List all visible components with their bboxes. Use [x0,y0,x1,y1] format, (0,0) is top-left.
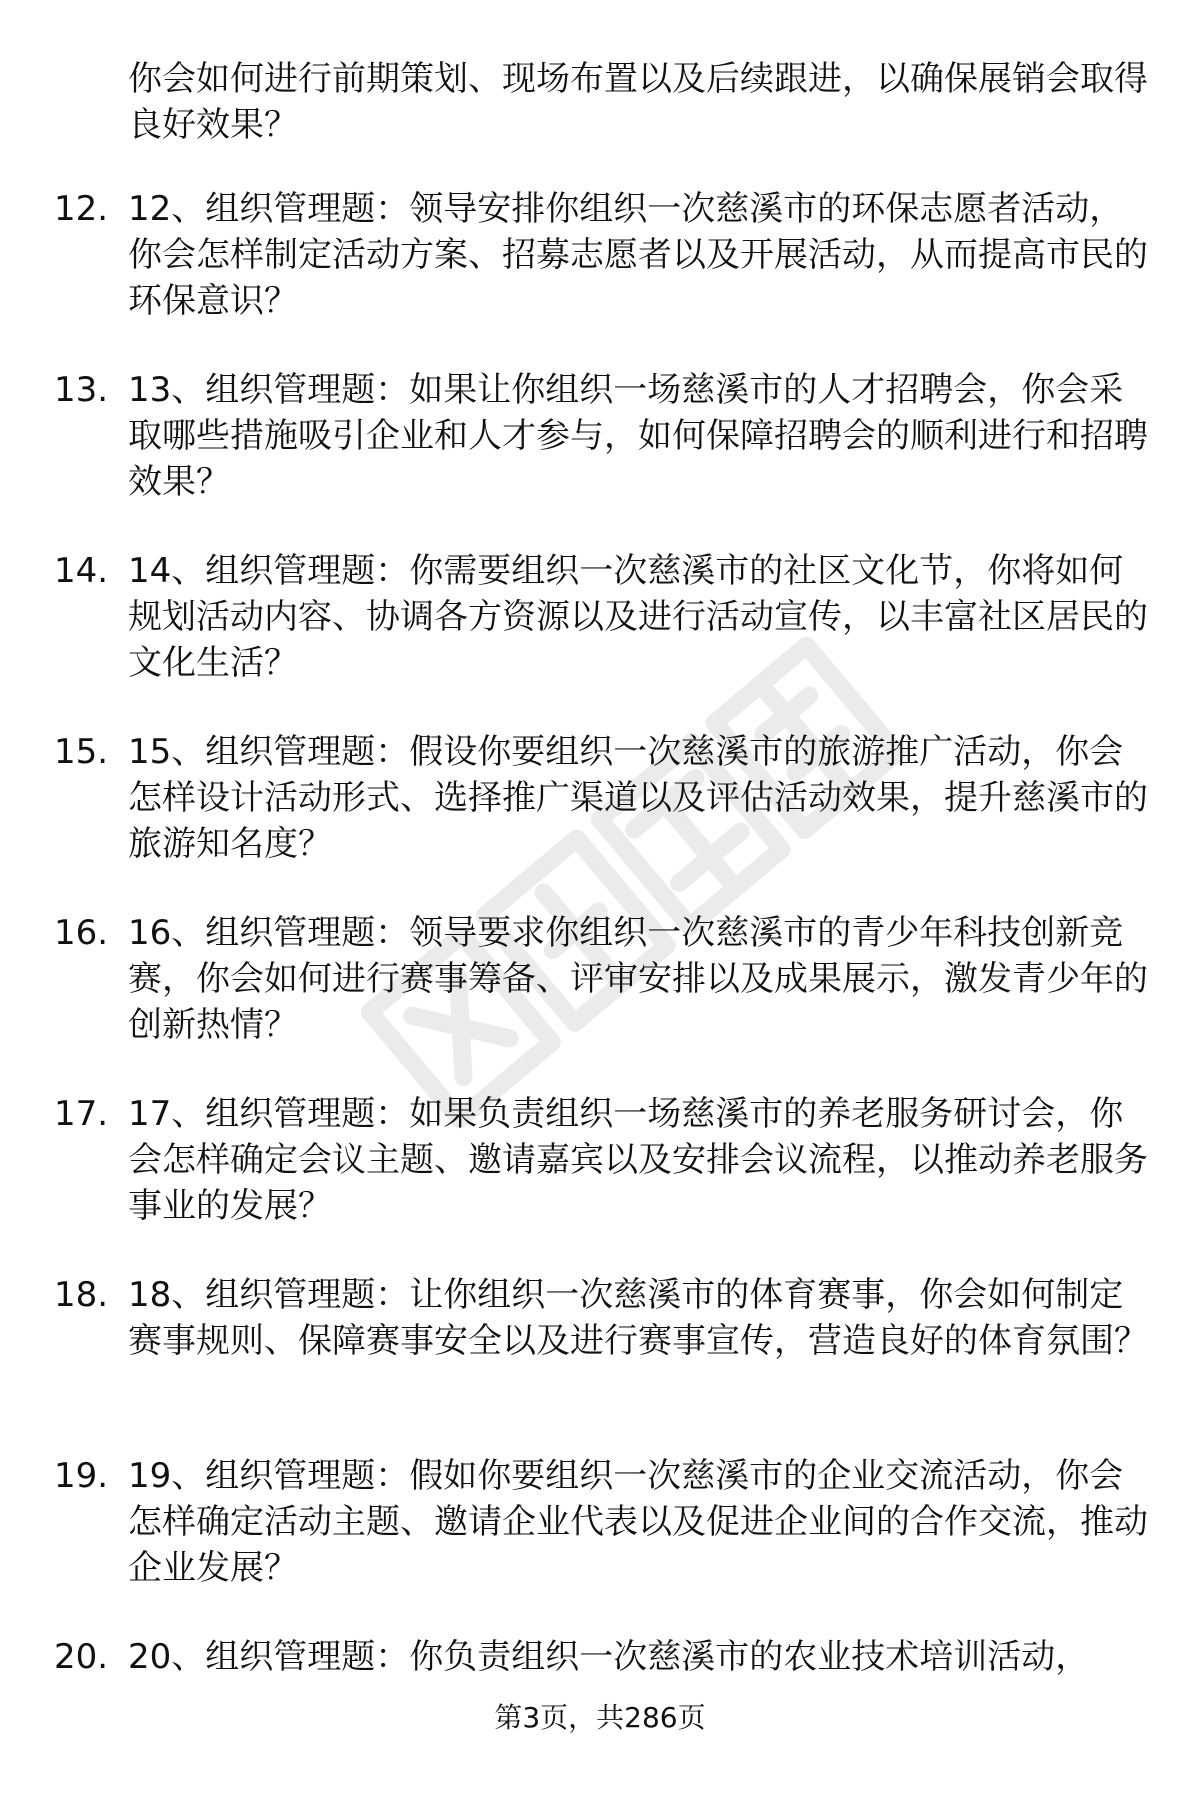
question-text: 14、组织管理题：你需要组织一次慈溪市的社区文化节，你将如何规划活动内容、协调各方资源以及进行活动宣传，以丰富社区居民的文化生活？ [128,551,1148,683]
question-text: 19、组织管理题：假如你要组织一次慈溪市的企业交流活动，你会怎样确定活动主题、邀请企业代表以及促进企业间的合作交流，推动企业发展？ [128,1456,1148,1588]
question-text: 16、组织管理题：领导要求你组织一次慈溪市的青少年科技创新竞赛，你会如何进行赛事筹备、评审安排以及成果展示，激发青少年的创新热情？ [128,913,1148,1045]
question-text: 20、组织管理题：你负责组织一次慈溪市的农业技术培训活动， [128,1637,1090,1677]
list-item [0,186,1200,367]
list-item [0,1091,1200,1272]
question-number: 14. [54,551,109,591]
continuation-text: 你会如何进行前期策划、现场布置以及后续跟进，以确保展销会取得良好效果？ [128,59,1148,145]
list-item [0,367,1200,548]
question-number: 16. [54,913,109,953]
question-text: 18、组织管理题：让你组织一次慈溪市的体育赛事，你会如何制定赛事规则、保障赛事安全以及进行赛事宣传，营造良好的体育氛围？ [128,1275,1148,1361]
page-number-label: 第3页，共286页 [494,1701,706,1734]
question-number: 17. [54,1094,109,1134]
question-number: 20. [54,1637,109,1677]
question-list [0,186,1200,1815]
question-number: 15. [54,732,109,772]
list-item [0,1272,1200,1453]
list-item [0,548,1200,729]
list-item [0,910,1200,1091]
list-item [0,1453,1200,1634]
question-text: 15、组织管理题：假设你要组织一次慈溪市的旅游推广活动，你会怎样设计活动形式、选择推广渠道以及评估活动效果，提升慈溪市的旅游知名度？ [128,732,1148,864]
question-text: 17、组织管理题：如果负责组织一场慈溪市的养老服务研讨会，你会怎样确定会议主题、邀请嘉宾以及安排会议流程，以推动养老服务事业的发展？ [128,1094,1148,1226]
page-footer [0,1700,1200,1736]
question-number: 19. [54,1456,109,1496]
question-text: 12、组织管理题：领导安排你组织一次慈溪市的环保志愿者活动，你会怎样制定活动方案、招募志愿者以及开展活动，从而提高市民的环保意识？ [128,189,1148,321]
question-number: 13. [54,370,109,410]
question-text: 13、组织管理题：如果让你组织一场慈溪市的人才招聘会，你会采取哪些措施吸引企业和人才参与，如何保障招聘会的顺利进行和招聘效果？ [128,370,1148,502]
question-number: 12. [54,189,109,229]
list-item [0,729,1200,910]
question-number: 18. [54,1275,109,1315]
